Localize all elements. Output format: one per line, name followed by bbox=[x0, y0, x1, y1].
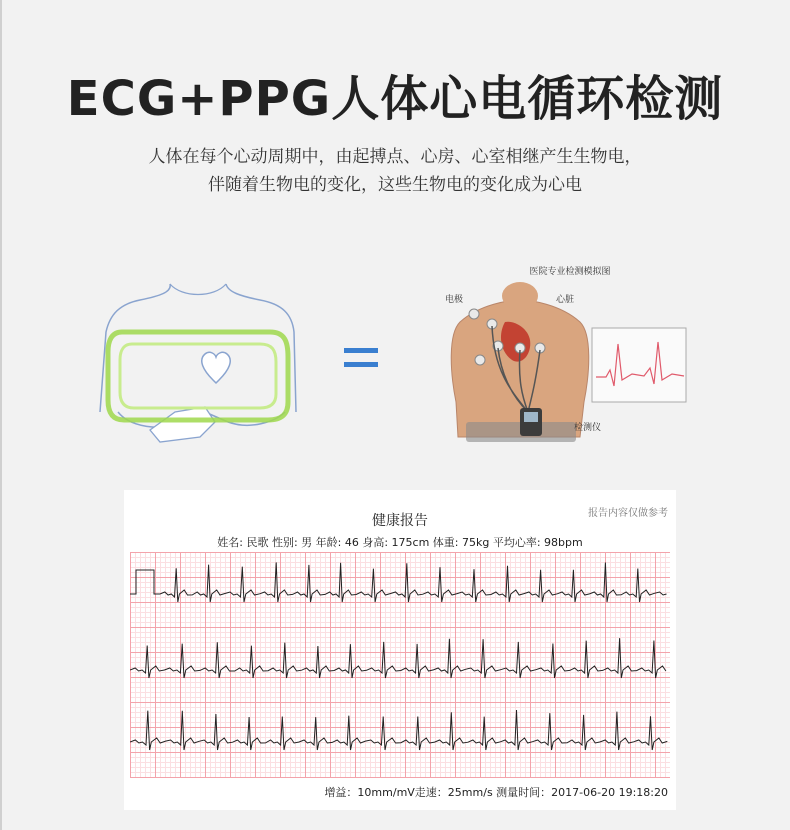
ecg-lead-2 bbox=[130, 638, 666, 678]
ecg-lead-3 bbox=[130, 710, 667, 750]
device-label: 检测仪 bbox=[574, 423, 602, 433]
body-sketch-icon bbox=[100, 284, 296, 442]
subtitle-line-1: 人体在每个心动周期中，由起搏点、心房、心室相继产生生物电， bbox=[148, 147, 642, 167]
subtitle-line-2: 伴随着生物电的变化，这些生物电的变化成为心电 bbox=[208, 175, 582, 195]
equals-icon bbox=[344, 348, 378, 367]
illustration-row bbox=[0, 262, 790, 452]
page-title: ECG+PPG人体心电循环检测 bbox=[66, 71, 724, 127]
electrode-label: 电极 bbox=[445, 295, 464, 305]
report-footer: 增益：10mm/mV走速：25mm/s 测量时间：2017-06-20 19:18:20 bbox=[324, 786, 668, 799]
diagram-caption: 医院专业检测模拟图 bbox=[529, 267, 611, 277]
report-disclaimer: 报告内容仅做参考 bbox=[588, 508, 668, 519]
health-report-card bbox=[124, 490, 676, 810]
torso-diagram-icon bbox=[451, 282, 686, 442]
report-title: 健康报告 bbox=[372, 513, 428, 529]
ecg-lead-1 bbox=[130, 562, 667, 602]
patient-info: 姓名: 民歌 性别: 男 年龄: 46 身高: 175cm 体重: 75kg 平均心率: 98bpm bbox=[217, 536, 583, 549]
heart-label: 心脏 bbox=[556, 295, 575, 305]
ecg-traces bbox=[130, 552, 670, 778]
